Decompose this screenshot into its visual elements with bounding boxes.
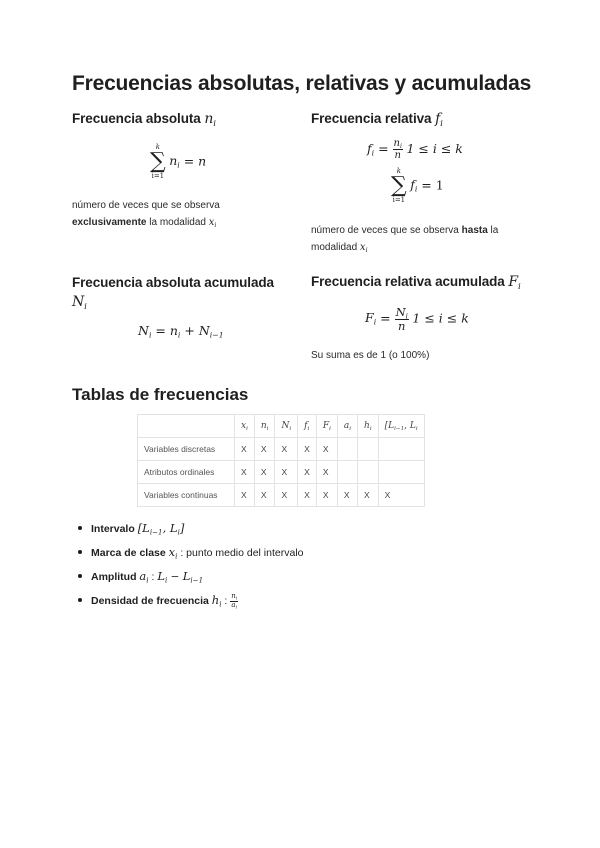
rel-sum-formula bbox=[391, 167, 444, 205]
rel-sum-upper: k bbox=[396, 167, 401, 175]
rel-cum-lhs: F bbox=[365, 310, 374, 326]
table-cell: X bbox=[254, 438, 275, 461]
rel-eq: = bbox=[374, 140, 393, 156]
b1-mid: , L bbox=[162, 521, 178, 535]
rel-sum-lower: i=1 bbox=[392, 196, 406, 204]
table-cell: X bbox=[275, 438, 298, 461]
table-cell: X bbox=[298, 484, 317, 507]
col-subscript: i bbox=[369, 425, 372, 432]
b3-e1: L bbox=[157, 569, 165, 583]
list-item-amplitude bbox=[72, 567, 304, 591]
abs-cum-t2: N bbox=[198, 323, 210, 338]
col-symbol: N bbox=[281, 421, 290, 431]
abs-cum-lhs: N bbox=[138, 323, 149, 338]
rel-sum-body-sub: i bbox=[414, 185, 418, 194]
table-cell bbox=[358, 461, 379, 484]
table-cell: X bbox=[235, 438, 255, 461]
frequency-table-wrap bbox=[137, 414, 425, 507]
table-cell: X bbox=[316, 484, 337, 507]
b2-sub: i bbox=[175, 551, 178, 561]
col-subscript-2: i bbox=[415, 425, 418, 432]
b3-sub: i bbox=[146, 575, 149, 585]
section-relative-cumulative-heading bbox=[311, 274, 521, 293]
rel-den: n bbox=[394, 150, 401, 161]
section-absolute-frequency-heading bbox=[72, 111, 216, 130]
rel-sum-rhs: = 1 bbox=[417, 177, 444, 193]
col-symbol: [L bbox=[384, 421, 395, 431]
table-header-cell bbox=[254, 415, 275, 438]
section-relative-frequency-heading bbox=[311, 111, 443, 130]
row-label: Atributos ordinales bbox=[138, 461, 235, 484]
abs-sum-body-sub: i bbox=[177, 161, 180, 170]
rel-desc-3: modalidad bbox=[311, 242, 360, 253]
row-label: Variables discretas bbox=[138, 438, 235, 461]
rel-description bbox=[311, 222, 541, 256]
table-row bbox=[138, 438, 425, 461]
rel-cum-symbol-sub: i bbox=[517, 282, 521, 293]
rel-cum-note: Su suma es de 1 (o 100%) bbox=[311, 350, 430, 361]
rel-cum-eq: = bbox=[376, 310, 395, 326]
col-subscript: i bbox=[289, 425, 292, 432]
abs-sum-rhs: = n bbox=[179, 153, 207, 169]
abs-heading-text: Frecuencia absoluta bbox=[72, 111, 201, 126]
table-cell: X bbox=[316, 438, 337, 461]
list-item-interval bbox=[72, 519, 304, 543]
tables-heading: Tablas de frecuencias bbox=[72, 385, 249, 404]
row-label: Variables continuas bbox=[138, 484, 235, 507]
b4-fraction bbox=[230, 593, 238, 609]
abs-sum-lower: i=1 bbox=[151, 172, 165, 180]
table-cell: X bbox=[275, 484, 298, 507]
abs-cum-lhs-sub: i bbox=[148, 330, 152, 340]
table-cell: X bbox=[337, 484, 357, 507]
rel-cum-num: N bbox=[395, 305, 406, 319]
rel-symbol: f bbox=[435, 111, 441, 127]
table-body bbox=[138, 438, 425, 507]
abs-desc-var: x bbox=[208, 217, 215, 228]
table-cell: X bbox=[275, 461, 298, 484]
b4-label: Densidad de frecuencia bbox=[91, 595, 209, 607]
abs-desc-1: número de veces que se observa bbox=[72, 200, 220, 211]
rel-fraction bbox=[393, 138, 403, 161]
b4-num: n bbox=[231, 592, 236, 601]
abs-cum-t2-sub: i−1 bbox=[209, 330, 224, 340]
definitions-list-wrap bbox=[72, 519, 304, 615]
table-cell bbox=[337, 438, 357, 461]
b4-var: h bbox=[211, 593, 220, 607]
rel-cum-symbol: F bbox=[508, 274, 518, 290]
col-symbol: h bbox=[364, 421, 370, 431]
rel-cum-num-sub: i bbox=[405, 311, 408, 321]
rel-formula bbox=[367, 138, 463, 161]
table-cell: X bbox=[358, 484, 379, 507]
b2-label: Marca de clase bbox=[91, 547, 166, 559]
b3-minus: − bbox=[167, 571, 183, 583]
b3-e2: L bbox=[182, 569, 191, 583]
rel-sum-symbol: k ∑ i=1 bbox=[391, 167, 407, 204]
b4-sub: i bbox=[219, 599, 222, 609]
table-cell: X bbox=[298, 438, 317, 461]
rel-desc-bold: hasta bbox=[461, 225, 488, 236]
b3-var: a bbox=[139, 569, 147, 583]
b4-colon: : bbox=[221, 595, 231, 607]
abs-sum-symbol: k ∑ i=1 bbox=[150, 143, 166, 180]
table-cell: X bbox=[298, 461, 317, 484]
rel-cum-range: 1 ≤ i ≤ k bbox=[412, 310, 469, 326]
table-cell bbox=[378, 438, 424, 461]
table-header-cell bbox=[378, 415, 424, 438]
frequency-table bbox=[137, 414, 425, 507]
abs-cum-symbol-sub: i bbox=[84, 302, 87, 313]
b3-colon: : bbox=[148, 571, 158, 583]
col-symbol: f bbox=[304, 421, 308, 431]
table-cell: X bbox=[235, 484, 255, 507]
abs-desc-var-sub: i bbox=[214, 222, 217, 230]
b3-label: Amplitud bbox=[91, 571, 137, 583]
col-symbol: F bbox=[322, 421, 330, 431]
table-cell: X bbox=[378, 484, 424, 507]
table-header-cell bbox=[275, 415, 298, 438]
table-cell: X bbox=[254, 484, 275, 507]
b1-label: Intervalo bbox=[91, 523, 135, 535]
table-cell bbox=[378, 461, 424, 484]
rel-desc-2: la bbox=[487, 225, 499, 236]
abs-sum-body: n bbox=[169, 153, 178, 169]
abs-cum-t1-sub: i bbox=[177, 330, 181, 340]
table-header-row bbox=[138, 415, 425, 438]
b3-e2-sub: i−1 bbox=[190, 575, 204, 585]
table-corner-cell bbox=[138, 415, 235, 438]
rel-desc-var: x bbox=[359, 242, 366, 253]
b1-sub1: i−1 bbox=[149, 527, 163, 537]
b4-num-sub: i bbox=[235, 596, 238, 602]
table-cell: X bbox=[316, 461, 337, 484]
rel-desc-var-sub: i bbox=[365, 247, 368, 255]
b3-e1-sub: i bbox=[164, 575, 168, 585]
table-header-cell bbox=[316, 415, 337, 438]
rel-lhs: f bbox=[367, 140, 372, 156]
page-title: Frecuencias absolutas, relativas y acumuladas bbox=[72, 72, 532, 95]
abs-description bbox=[72, 197, 272, 231]
rel-num-sub: i bbox=[400, 143, 402, 151]
b2-var: x bbox=[168, 545, 176, 559]
col-symbol-2: , L bbox=[404, 421, 416, 431]
rel-sum-body: f bbox=[410, 177, 415, 193]
rel-heading-text: Frecuencia relativa bbox=[311, 111, 432, 126]
abs-cum-formula bbox=[138, 323, 224, 338]
abs-symbol: n bbox=[204, 111, 214, 127]
definitions-list bbox=[72, 519, 304, 615]
table-header-cell bbox=[337, 415, 357, 438]
rel-cum-heading-text: Frecuencia relativa acumulada bbox=[311, 274, 505, 289]
table-cell bbox=[337, 461, 357, 484]
b1-sub2: i bbox=[177, 527, 180, 537]
rel-cum-den: n bbox=[398, 318, 406, 333]
rel-cum-formula bbox=[365, 306, 469, 332]
rel-cum-fraction bbox=[395, 306, 409, 332]
b1-pre: [L bbox=[137, 521, 150, 535]
rel-range: 1 ≤ i ≤ k bbox=[406, 140, 463, 156]
col-subscript: i bbox=[266, 425, 269, 432]
abs-cum-t1: n bbox=[169, 323, 178, 338]
col-subscript: i bbox=[329, 425, 331, 432]
table-header-cell bbox=[358, 415, 379, 438]
table-header-cell bbox=[298, 415, 317, 438]
list-item-density bbox=[72, 591, 304, 615]
col-subscript: i bbox=[349, 425, 352, 432]
b2-text: : punto medio del intervalo bbox=[177, 547, 304, 559]
abs-desc-bold: exclusivamente bbox=[72, 217, 147, 228]
col-symbol: a bbox=[343, 421, 350, 431]
rel-lhs-sub: i bbox=[371, 148, 375, 158]
col-symbol: n bbox=[260, 421, 267, 431]
abs-cum-eq: = bbox=[151, 323, 170, 338]
abs-sum-upper: k bbox=[155, 143, 160, 151]
b4-den-sub: i bbox=[235, 605, 237, 611]
abs-cum-plus: + bbox=[180, 323, 199, 338]
abs-cum-symbol: N bbox=[72, 294, 85, 310]
col-subscript: i bbox=[246, 425, 248, 432]
abs-desc-2: la modalidad bbox=[146, 217, 209, 228]
table-row bbox=[138, 461, 425, 484]
col-subscript: i bbox=[307, 425, 310, 432]
table-header-cell bbox=[235, 415, 255, 438]
rel-cum-lhs-sub: i bbox=[373, 318, 377, 328]
table-cell: X bbox=[235, 461, 255, 484]
table-cell bbox=[358, 438, 379, 461]
abs-symbol-sub: i bbox=[213, 119, 216, 130]
col-symbol: x bbox=[241, 421, 247, 431]
rel-symbol-sub: i bbox=[440, 119, 443, 130]
rel-desc-1: número de veces que se observa bbox=[311, 225, 462, 236]
abs-formula bbox=[150, 143, 206, 181]
col-subscript: i−1 bbox=[394, 425, 405, 432]
abs-cum-heading-text: Frecuencia absoluta acumulada bbox=[72, 275, 274, 290]
b1-post: ] bbox=[179, 521, 185, 535]
table-cell: X bbox=[254, 461, 275, 484]
table-row bbox=[138, 484, 425, 507]
list-item-class-mark bbox=[72, 543, 304, 567]
rel-num: n bbox=[393, 138, 400, 149]
b4-den: a bbox=[231, 600, 236, 609]
section-absolute-cumulative-heading bbox=[72, 273, 287, 312]
